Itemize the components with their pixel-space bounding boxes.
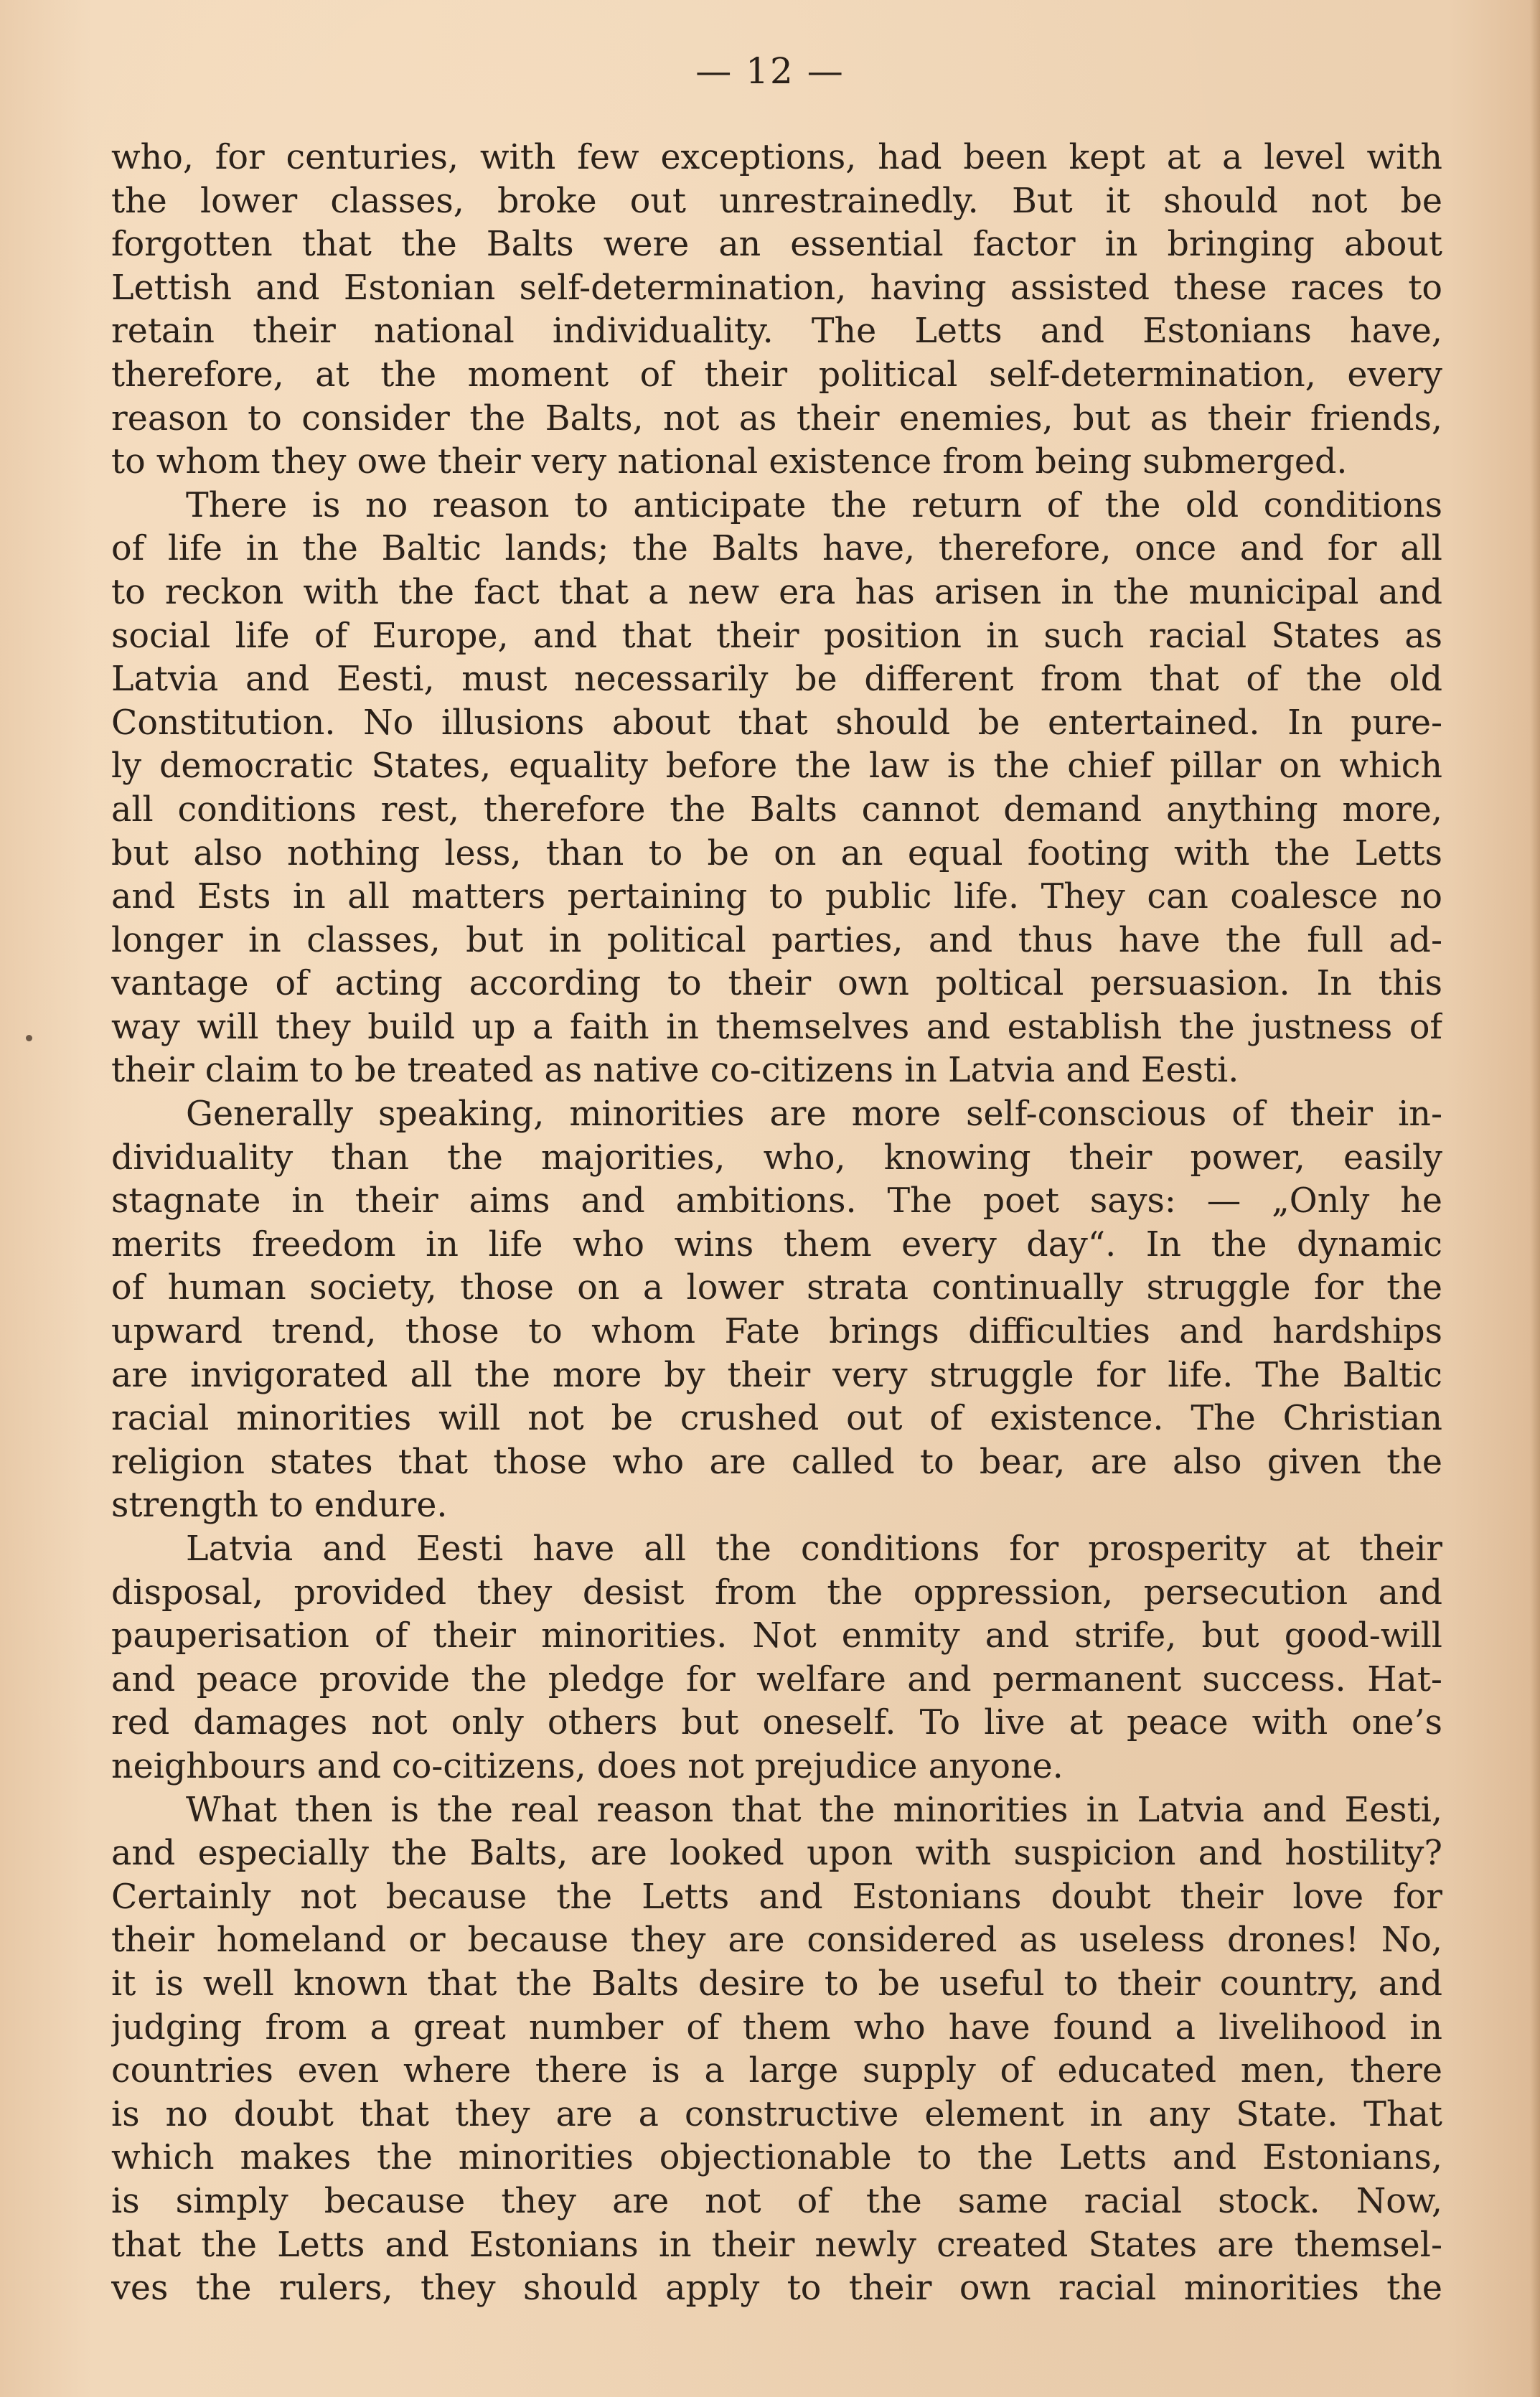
text-line: reason to consider the Balts, not as their enemies, but as their friends, bbox=[111, 398, 1442, 438]
text-line: and Ests in all matters pertaining to public life. They can coalesce no bbox=[111, 877, 1442, 917]
paragraph bbox=[111, 1789, 1442, 2311]
text-line: and especially the Balts, are looked upon with suspicion and hostility? bbox=[111, 1834, 1442, 1874]
text-line: their claim to be treated as native co-citizens in Latvia and Eesti. bbox=[111, 1051, 1239, 1091]
text-line: dividuality than the majorities, who, knowing their power, easily bbox=[111, 1137, 1442, 1178]
text-line: Certainly not because the Letts and Estonians doubt their love for bbox=[111, 1877, 1442, 1917]
text-line: and peace provide the pledge for welfare and permanent success. Hat- bbox=[111, 1659, 1442, 1699]
paragraph bbox=[111, 1093, 1442, 1528]
paragraph bbox=[111, 136, 1442, 484]
text-line: their homeland or because they are considered as useless drones! No, bbox=[111, 1920, 1442, 1961]
text-line: forgotten that the Balts were an essential factor in bringing about bbox=[111, 225, 1442, 265]
text-line: is no doubt that they are a constructive element in any State. That bbox=[111, 2094, 1442, 2134]
text-line: merits freedom in life who wins them every day“. In the dynamic bbox=[111, 1224, 1442, 1265]
paragraph bbox=[111, 1528, 1442, 1789]
text-line: are invigorated all the more by their very struggle for life. The Baltic bbox=[111, 1355, 1442, 1395]
text-line: strength to endure. bbox=[111, 1486, 448, 1526]
text-line: that the Letts and Estonians in their newly created States are themsel- bbox=[111, 2225, 1442, 2265]
text-line: vantage of acting according to their own poltical persuasion. In this bbox=[111, 964, 1442, 1004]
paragraph bbox=[111, 484, 1442, 1093]
text-line: Lettish and Estonian self-determination, having assisted these races to bbox=[111, 268, 1442, 308]
text-line: neighbours and co-citizens, does not prejudice anyone. bbox=[111, 1746, 1064, 1786]
text-line: all conditions rest, therefore the Balts cannot demand anything more, bbox=[111, 789, 1442, 830]
text-line: Generally speaking, minorities are more self-conscious of their in- bbox=[186, 1094, 1442, 1135]
text-line: which makes the minorities objectionable to the Letts and Estonians, bbox=[111, 2138, 1442, 2178]
text-line: it is well known that the Balts desire to be useful to their country, and bbox=[111, 1964, 1442, 2004]
text-line: is simply because they are not of the same racial stock. Now, bbox=[111, 2181, 1442, 2221]
ink-speck bbox=[26, 1035, 32, 1041]
text-line: What then is the real reason that the minorities in Latvia and Eesti, bbox=[186, 1790, 1442, 1830]
text-line: religion states that those who are called to bear, are also given the bbox=[111, 1442, 1442, 1482]
text-line: Latvia and Eesti, must necessarily be different from that of the old bbox=[111, 660, 1442, 700]
text-line: retain their national individuality. The Letts and Estonians have, bbox=[111, 311, 1442, 352]
text-line: ly democratic States, equality before the law is the chief pillar on which bbox=[111, 746, 1442, 787]
text-line: Constitution. No illusions about that should be entertained. In pure- bbox=[111, 703, 1442, 743]
text-line: racial minorities will not be crushed out of existence. The Christian bbox=[111, 1399, 1442, 1439]
text-line: There is no reason to anticipate the return of the old conditions bbox=[186, 485, 1442, 525]
text-line: way will they build up a faith in themselves and establish the justness of bbox=[111, 1007, 1442, 1047]
text-line: judging from a great number of them who have found a livelihood in bbox=[111, 2007, 1442, 2047]
text-line: red damages not only others but oneself. To live at peace with one’s bbox=[111, 1703, 1442, 1743]
text-line: of life in the Baltic lands; the Balts have, therefore, once and for all bbox=[111, 529, 1442, 569]
text-line: to reckon with the fact that a new era has arisen in the municipal and bbox=[111, 572, 1442, 612]
text-line: longer in classes, but in political parties, and thus have the full ad- bbox=[111, 920, 1442, 960]
text-line: to whom they owe their very national existence from being submerged. bbox=[111, 442, 1348, 482]
text-line: upward trend, those to whom Fate brings difficulties and hardships bbox=[111, 1312, 1442, 1352]
text-line: pauperisation of their minorities. Not enmity and strife, but good-will bbox=[111, 1616, 1442, 1656]
text-line: Latvia and Eesti have all the conditions for prosperity at their bbox=[186, 1529, 1442, 1569]
text-line: social life of Europe, and that their position in such racial States as bbox=[111, 616, 1442, 656]
body-text bbox=[111, 136, 1442, 2311]
text-line: stagnate in their aims and ambitions. The poet says: — „Only he bbox=[111, 1181, 1442, 1221]
text-line: who, for centuries, with few exceptions, had been kept at a level with bbox=[111, 138, 1442, 177]
page-edge-shadow bbox=[1530, 0, 1540, 2397]
text-line: countries even where there is a large supply of educated men, there bbox=[111, 2051, 1442, 2091]
text-line: the lower classes, broke out unrestrainedly. But it should not be bbox=[111, 181, 1442, 221]
text-line: but also nothing less, than to be on an equal footing with the Letts bbox=[111, 833, 1442, 873]
page-number: — 12 — bbox=[695, 50, 845, 92]
text-line: ves the rulers, they should apply to their own racial minorities the bbox=[111, 2269, 1442, 2309]
text-line: of human society, those on a lower strata continually struggle for the bbox=[111, 1268, 1442, 1308]
text-line: therefore, at the moment of their political self-determination, every bbox=[111, 355, 1442, 395]
text-line: disposal, provided they desist from the oppression, persecution and bbox=[111, 1572, 1442, 1613]
